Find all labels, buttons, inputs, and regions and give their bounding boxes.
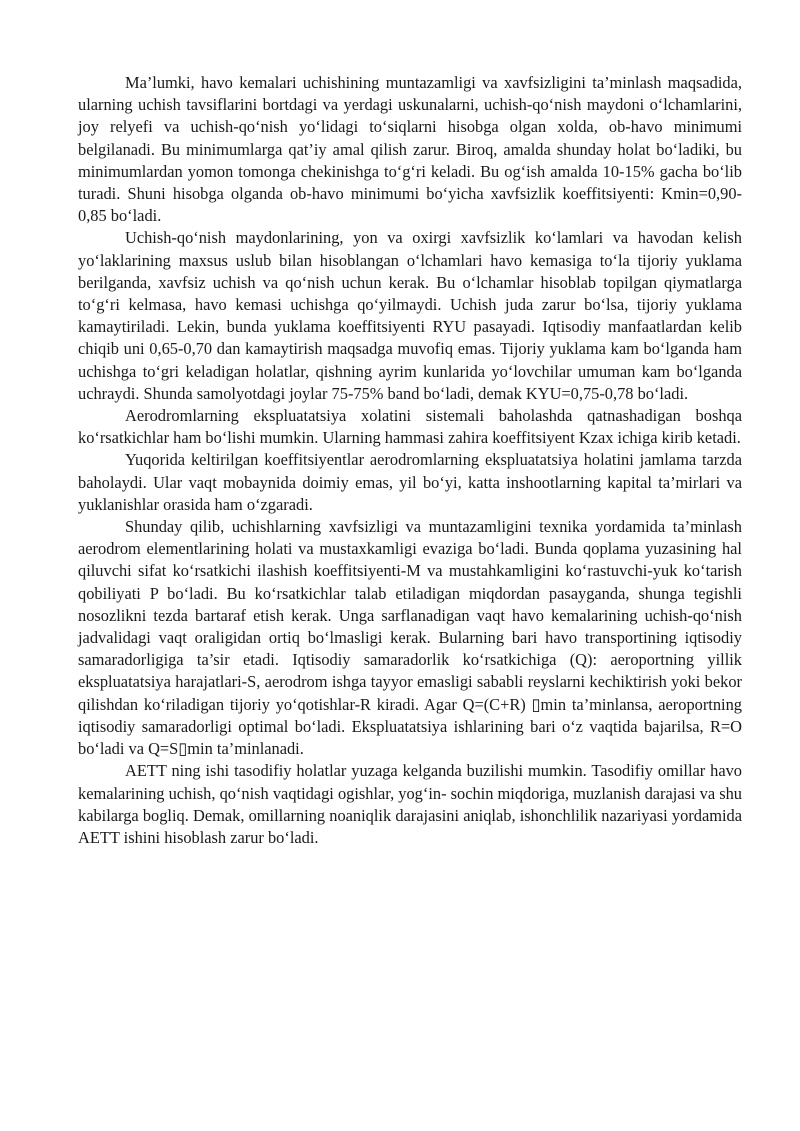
paragraph-coefficients: Yuqorida keltirilgan koeffitsiyentlar aerodromlarning ekspluatatsiya holatini jamlama tarzda baholaydi. Ular vaqt mobaynida doimiy emas, yil bo‘yi, katta inshootlarning kapital ta’mirlari va yuklanishlar orasida ham o‘zgaradi. — [78, 450, 742, 514]
paragraph-aett-reliability: AETT ning ishi tasodifiy holatlar yuzaga kelganda buzilishi mumkin. Tasodifiy omillar havo kemalarining uchish, qo‘nish vaqtidagi ogishlar, yog‘in- sochin miqdoriga, muzlanish darajasi va shu kabilarga bogliq. Demak, omillarning noaniqlik darajasini aniqlab, ishonchlilik nazariyasi yordamida AETT ishini hisoblash zarur bo‘ladi. — [78, 761, 742, 847]
paragraph-other-indicators: Aerodromlarning ekspluatatsiya xolatini sistemali baholashda qatnashadigan boshqa ko‘rsatkichlar ham bo‘lishi mumkin. Ularning hammasi zahira koeffitsiyent Kzax ichiga kirib ketadi. — [78, 406, 742, 448]
paragraph-economic-efficiency: Shunday qilib, uchishlarning xavfsizligi va muntazamligini texnika yordamida ta’minlash aerodrom elementlarining holati va mustaxkamligi evaziga bo‘ladi. Bunda qoplama yuzasining hal qiluvchi sifat ko‘rsatkichi ilashish koeffitsiyenti-M va mustahkamligini ko‘rastuvchi-yuk ko‘tarish qobiliyati P bo‘ladi. Bu ko‘rsatkichlar talab etiladigan miqdordan pasayganda, shunga tegishli nosozlikni tezda bartaraf etish kerak. Unga sarflanadigan vaqt havo kemalarining uchish-qo‘nish jadvalidagi vaqt oraligidan ortiq bo‘lmasligi kerak. Bularning bari havo transportining iqtisodiy samaradorligiga ta’sir etadi. Iqtisodiy samaradorlik ko‘rsatkichiga (Q): aeroportning yillik ekspluatatsiya harajatlari-S, aerodrom ishga tayyor emasligi sababli reyslarni kechiktirish yoki bekor qilishdan ko‘riladigan tijoriy yo‘qotishlar-R kiradi. Agar Q=(C+R) ▯min ta’minlansa, aeroportning iqtisodiy samaradorligi optimal bo‘ladi. Ekspluatatsiya ishlarining bari o‘z vaqtida bajarilsa, R=O bo‘ladi va Q=S▯min ta’minlanadi. — [78, 517, 742, 759]
paragraph-weather-minimum: Ma’lumki, havo kemalari uchishining muntazamligi va xavfsizligini ta’minlash maqsadida, ularning uchish tavsiflarini bortdagi va yerdagi uskunalarni, uchish-qo‘nish maydoni o‘lchamlarini, joy relyefi va uchish-qo‘nish yo‘lidagi to‘siqlarni hisobga olgan xolda, ob-havo minimumi belgilanadi. Bu minimumlarga qat’iy amal qilish zarur. Biroq, amalda shunday holat bo‘ladiki, bu minimumlardan yomon tomonga chekinishga to‘g‘ri keladi. Bu og‘ish amalda 10-15% gacha bo‘lib turadi. Shuni hisobga olganda ob-havo minimumi bo‘yicha xavfsizlik koeffitsiyenti: Kmin=0,90-0,85 bo‘ladi. — [78, 73, 742, 226]
paragraph-runway-dimensions: Uchish-qo‘nish maydonlarining, yon va oxirgi xavfsizlik ko‘lamlari va havodan kelish yo‘laklarining maxsus uslub bilan hisoblangan o‘lchamlari havo kemasiga to‘la tijoriy yuklama berilganda, xavfsiz uchish va qo‘nish uchun kerak. Bu o‘lchamlar hisoblab topilgan qiymatlarga to‘g‘ri kelmasa, havo kemasi uchishga qo‘yilmaydi. Uchish juda zarur bo‘lsa, tijoriy yuklama kamaytiriladi. Lekin, bunda yuklama koeffitsiyenti RYU pasayadi. Iqtisodiy manfaatlardan kelib chiqib uni 0,65-0,70 dan kamaytirish maqsadga muvofiq emas. Tijoriy yuklama kam bo‘lganda ham uchishga to‘gri keladigan holatlar, qishning ayrim kunlarida yo‘lovchilar umuman kam bo‘lganda uchraydi. Shunda samolyotdagi joylar 75-75% band bo‘ladi, demak KYU=0,75-0,78 bo‘ladi. — [78, 228, 742, 403]
document-page — [78, 72, 742, 849]
